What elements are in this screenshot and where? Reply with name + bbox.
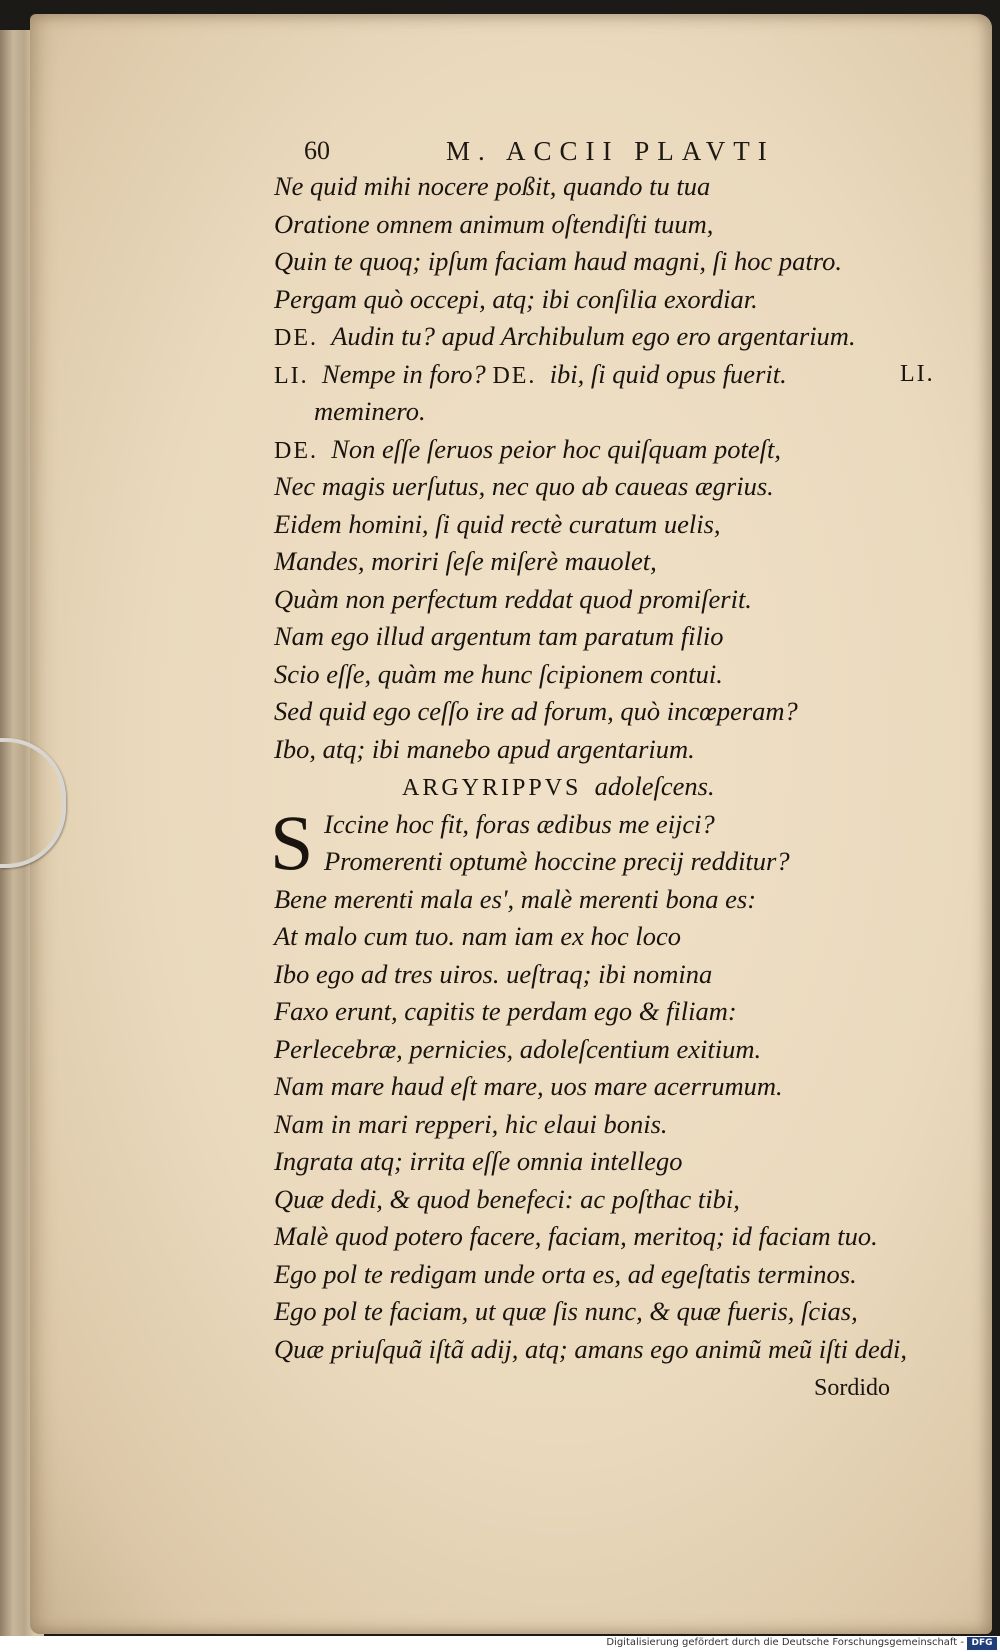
line-text: Quæ priuſquã iſtã adij, atq; amans ego animũ meũ iſti dedi, <box>274 1333 908 1364</box>
text-line <box>274 1031 954 1069</box>
line-text: meminero. <box>314 396 426 426</box>
line-text: Quæ dedi, & quod benefeci: ac poſthac tibi, <box>274 1183 740 1214</box>
text-line <box>274 318 954 356</box>
text-line <box>274 881 954 919</box>
scene-heading <box>274 768 954 806</box>
text-line <box>274 618 954 656</box>
line-text: At malo cum tuo. nam iam ex hoc loco <box>274 921 681 951</box>
line-text: Quàm non perfectum reddat quod promiſerit. <box>274 583 752 614</box>
text-line <box>274 468 954 506</box>
line-text: Mandes, moriri ſeſe miſerè mauolet, <box>274 546 657 576</box>
line-text: Ego pol te redigam unde orta es, ad egeſtatis terminos. <box>274 1258 857 1289</box>
text-line <box>274 1218 954 1256</box>
digitization-footer <box>0 1636 1000 1652</box>
line-text: Scio eſſe, quàm me hunc ſcipionem contui. <box>274 658 723 689</box>
line-text: Ibo ego ad tres uiros. ueſtraq; ibi nomina <box>274 958 713 989</box>
text-line <box>274 693 954 731</box>
scene-role: adoleſcens. <box>594 771 715 801</box>
text-line <box>274 1256 954 1294</box>
running-head: M. ACCII PLAVTI <box>446 136 775 166</box>
line-text: Oratione omnem animum oſtendiſti tuum, <box>274 208 714 239</box>
line-text: Ingrata atq; irrita eſſe omnia intellego <box>274 1146 683 1176</box>
speaker-label: DE. <box>274 325 318 351</box>
line-text: Nempe in foro? <box>321 358 486 389</box>
line-text: Nam mare haud eſt mare, uos mare acerrumum. <box>274 1071 783 1101</box>
line-text: Quin te quoq; ipſum faciam haud magni, ſi hoc patro. <box>274 246 842 276</box>
text-line <box>274 1106 954 1144</box>
text-line <box>274 731 954 769</box>
text-line <box>274 993 954 1031</box>
page-number: 60 <box>304 136 330 165</box>
footer-credit: Digitalisierung gefördert durch die Deutsche Forschungsgemeinschaft - <box>606 1637 964 1648</box>
line-text: Bene merenti mala es', malè merenti bona es: <box>274 883 757 914</box>
text-line <box>274 431 954 469</box>
speaker-label: LI. <box>900 360 935 387</box>
line-text: Nam in mari repperi, hic elaui bonis. <box>274 1108 668 1139</box>
line-text: Eidem homini, ſi quid rectè curatum uelis, <box>274 508 721 539</box>
text-line <box>274 581 954 619</box>
line-text: Pergam quò occepi, atq; ibi conſilia exordiar. <box>274 283 758 314</box>
text-line <box>274 1143 954 1181</box>
line-text: Non eſſe ſeruos peior hoc quiſquam poteſt, <box>331 433 781 464</box>
drop-capital: S <box>270 798 314 886</box>
line-text: Malè quod potero facere, faciam, meritoq; id faciam tuo. <box>274 1221 878 1251</box>
catchword-line <box>274 1368 954 1406</box>
text-line <box>274 956 954 994</box>
line-text: Ego pol te faciam, ut quæ ſis nunc, & quæ fueris, ſcias, <box>274 1296 858 1326</box>
speaker-label: DE. <box>274 437 318 464</box>
scene-character: ARGYRIPPVS <box>402 775 582 801</box>
text-line <box>274 1181 954 1219</box>
text-line <box>274 1293 954 1331</box>
speaker-label: DE. <box>492 362 537 389</box>
text-line <box>274 918 954 956</box>
line-text: Nec magis uerſutus, nec quo ab caueas ægrius. <box>274 471 774 501</box>
text-line <box>274 506 954 544</box>
text-line <box>274 1068 954 1106</box>
text-line <box>274 393 954 431</box>
text-line <box>274 243 954 281</box>
line-text: Perlecebræ, pernicies, adoleſcentium exitium. <box>274 1033 762 1064</box>
text-line <box>274 843 954 881</box>
line-text: Audin tu? apud Archibulum ego ero argentarium. <box>331 321 856 351</box>
text-line <box>274 356 954 394</box>
text-line <box>274 168 954 206</box>
page-header <box>304 132 874 172</box>
line-text: Promerenti optumè hoccine precij redditur? <box>324 846 790 876</box>
line-text: Nam ego illud argentum tam paratum filio <box>274 621 724 651</box>
line-text: ibi, ſi quid opus fuerit. <box>549 358 787 389</box>
speaker-label: LI. <box>274 362 309 389</box>
line-text: Iccine hoc fit, foras ædibus me eijci? <box>324 808 715 839</box>
text-line <box>274 281 954 319</box>
line-text: Ne quid mihi nocere poßit, quando tu tua <box>274 171 711 201</box>
text-block <box>270 168 954 1406</box>
line-text: Sed quid ego ceſſo ire ad forum, quò incœperam? <box>274 696 798 726</box>
catchword: Sordido <box>813 1375 890 1401</box>
text-line <box>274 206 954 244</box>
line-text: Ibo, atq; ibi manebo apud argentarium. <box>274 733 695 764</box>
dfg-logo: DFG <box>967 1637 997 1650</box>
line-text: Faxo erunt, capitis te perdam ego & filiam: <box>274 996 737 1026</box>
text-line <box>274 656 954 694</box>
text-line <box>274 1331 954 1369</box>
text-line <box>274 543 954 581</box>
